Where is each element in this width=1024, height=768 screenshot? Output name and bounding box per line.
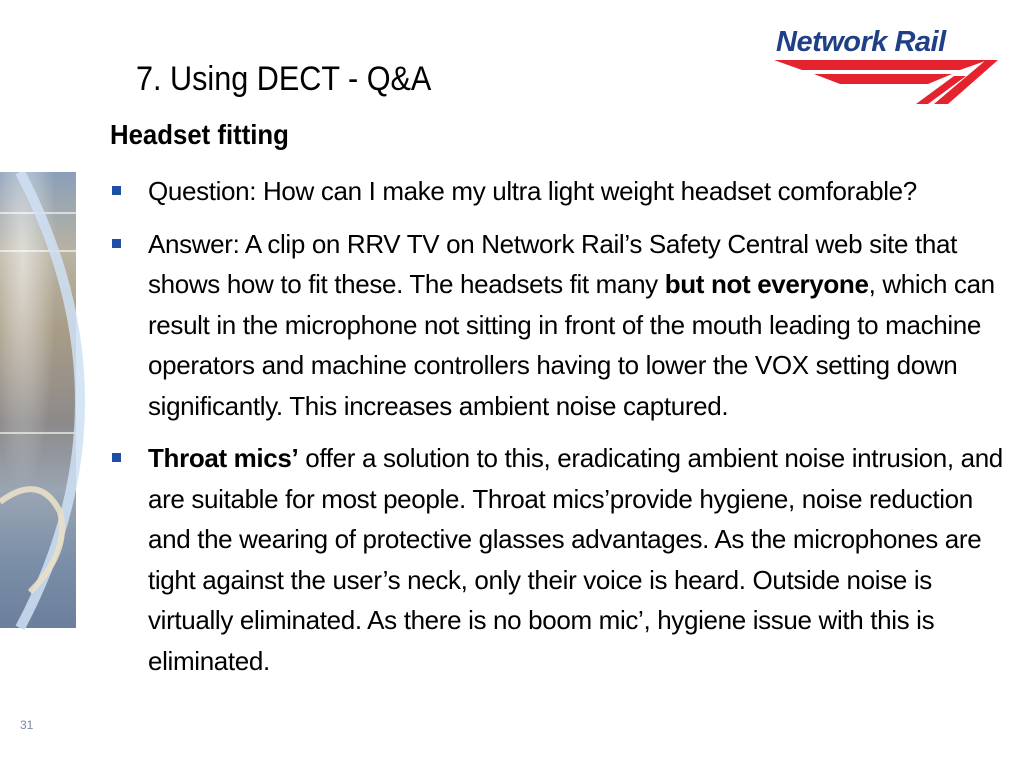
- bullet-text-run: offer a solution to this, eradicating ambient noise intrusion, and are suitable for most people. Throat mics’provide hygiene, noise reduction and the wearing of protective glasses advantages. As the microphones are tight against the user’s neck, only their voice is heard. Outside noise is virtually eliminated. As there is no boom mic’, hygiene issue with this is eliminated.: [148, 443, 1003, 676]
- network-rail-logo: [770, 24, 1000, 108]
- bullet-text-run: , which can result in the microphone not sitting in front of the mouth leading to machine operators and machine controllers having to lower the VOX setting down significantly. This increases ambient noise captured.: [148, 269, 995, 421]
- logo-double-arrow-icon: [770, 58, 1000, 108]
- bullet-text: [148, 443, 1003, 676]
- bullet-square-icon: [112, 453, 121, 462]
- bullet-bold-run: Throat mics’: [148, 443, 299, 473]
- bullet-text-run: Answer: A clip on RRV TV on Network Rail’s Safety Central web site that shows how to fit these. The headsets fit many: [148, 228, 957, 299]
- section-heading: Headset fitting: [110, 119, 289, 150]
- bullet-item: [108, 224, 1003, 427]
- slide-title: 7. Using DECT - Q&A: [136, 60, 432, 98]
- bullet-bold-run: but not everyone: [664, 269, 869, 299]
- page-number: 31: [20, 718, 34, 732]
- slide-body: [108, 117, 1003, 693]
- bullet-text-run: Question: How can I make my ultra light weight headset comforable?: [148, 176, 917, 206]
- bullet-square-icon: [112, 186, 121, 195]
- bullet-text: [148, 229, 995, 421]
- bullet-item: [108, 171, 1003, 212]
- bullet-list: [108, 171, 1003, 681]
- logo-wordmark: Network Rail: [776, 26, 946, 58]
- decorative-arc-icon: [0, 172, 110, 632]
- bullet-item: [108, 438, 1003, 681]
- bullet-text: [148, 176, 917, 206]
- bullet-square-icon: [112, 239, 121, 248]
